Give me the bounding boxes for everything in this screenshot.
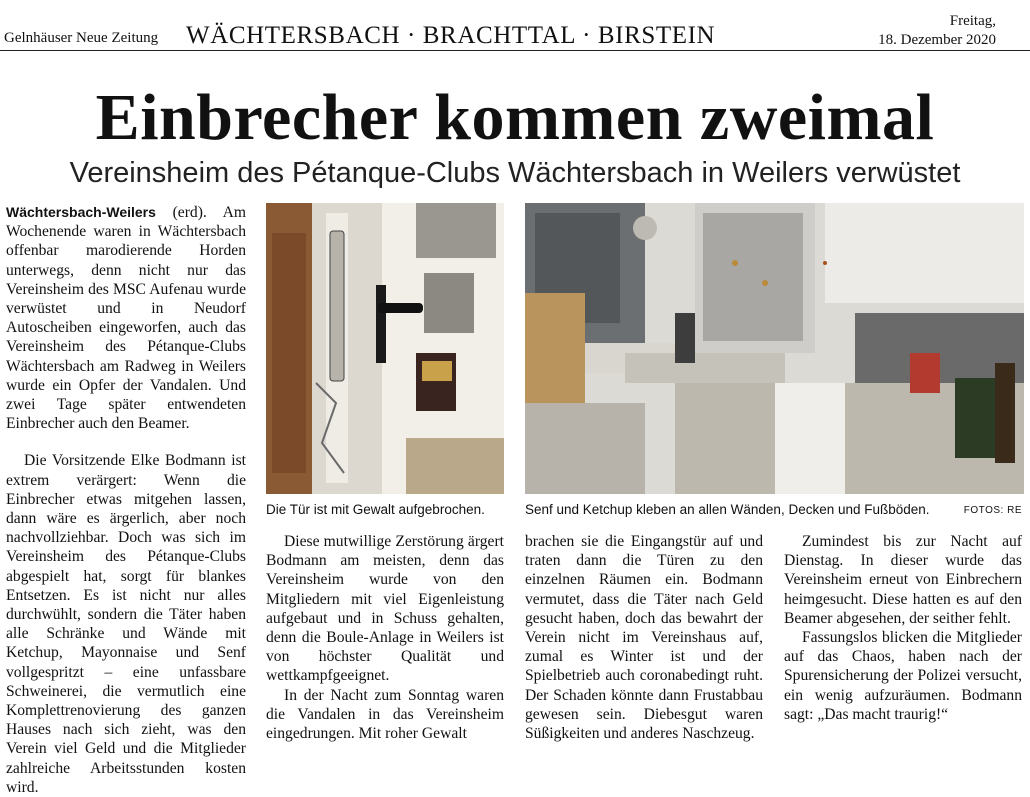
dateline-place: Wächtersbach-Weilers <box>6 204 156 220</box>
kitchen-photo-image <box>525 203 1024 494</box>
section-title: WÄCHTERSBACH · BRACHTTAL · BIRSTEIN <box>186 22 716 49</box>
masthead-rule <box>0 50 1030 51</box>
article-column-3 <box>525 532 763 743</box>
article-paragraph: brachen sie die Eingangstür auf und traten dann die Türen zu den einzelnen Räumen ein. Bodmann vermutet, dass die Täter nach Geld gesucht haben, doch das bewahrt der Verein nicht im Vereinshaus auf, zumal es Winter ist und der Spielbetrieb auch coronabedingt ruht. Der Schaden könnte dann Frustabbau gewesen sein. Diebesgut waren Süßigkeiten und anderes Naschzeug. <box>525 533 763 743</box>
article-paragraph: Diese mutwillige Zerstörung ärgert Bodmann am meisten, denn das Vereinsheim wurde von den Mitgliedern mit viel Eigenleistung aufgebaut und in Schuss gehalten, denn die Boule-Anlage in Weilers ist von höchster Qualität und wettkampfgeeignet. <box>266 533 504 685</box>
article-paragraph: Die Vorsitzende Elke Bodmann ist extrem verärgert: Wenn die Einbrecher etwas mitgehen lassen, dann wäre es ärgerlich, aber noch nachvollziehbar. Doch was sich im Vereinsheim des Pétanque-Clubs abgespielt hat, sorgt für blankes Entsetzen. Es ist nicht nur alles durchwühlt, sondern die Täter haben alle Schränke und Wände mit Ketchup, Mayonnaise und Senf vollgespritzt – eine unfassbare Schweinerei, die vermutlich eine Komplettrenovierung des ganzen Hauses nach sich zieht, was den Verein viel Geld und die Mitglieder zahlreiche Arbeitsstunden kosten wird. <box>6 452 246 796</box>
article-paragraph <box>6 203 246 433</box>
dateline-text: (erd). Am Wochenende waren in Wächtersbach offenbar marodierende Horden unterwegs, denn nicht nur das Vereinsheim des MSC Aufenau wurde verwüstet und in Neudorf Autoscheiben eingeworfen, auch das Vereinsheim des Pétanque-Clubs Wächtersbach am Radweg in Weilers wurde ein Opfer der Vandalen. Und zwei Tage später entwendeten Einbrecher auch den Beamer. <box>6 204 246 433</box>
issue-date-text: 18. Dezember 2020 <box>878 32 996 48</box>
photo-credit: FOTOS: RE <box>963 505 1022 516</box>
kitchen-photo <box>525 203 1024 494</box>
kitchen-photo-caption: Senf und Ketchup kleben an allen Wänden, Decken und Fußböden. <box>525 502 930 517</box>
article-paragraph: Zumindest bis zur Nacht auf Dienstag. In dieser wurde das Vereinsheim erneut von Einbrechern heimgesucht. Diese hatten es auf den Beamer abgesehen, der seither fehlt. <box>784 533 1022 627</box>
article-column-1 <box>6 203 246 797</box>
newspaper-name: Gelnhäuser Neue Zeitung <box>4 30 159 46</box>
article-column-4 <box>784 532 1022 724</box>
headline: Einbrecher kommen zweimal <box>95 81 935 154</box>
subheadline: Vereinsheim des Pétanque-Clubs Wächtersbach in Weilers verwüstet <box>69 157 961 189</box>
article-paragraph: In der Nacht zum Sonntag waren die Vandalen in das Vereinsheim eingedrungen. Mit roher Gewalt <box>266 686 504 743</box>
door-photo <box>266 203 504 494</box>
door-photo-image <box>266 203 504 494</box>
door-photo-caption: Die Tür ist mit Gewalt aufgebrochen. <box>266 502 485 517</box>
article-column-2 <box>266 532 504 743</box>
article-paragraph: Fassungslos blicken die Mitglieder auf das Chaos, haben nach der Spurensicherung der Polizei versucht, ein wenig aufzuräumen. Bodmann sagt: „Das macht traurig!“ <box>784 629 1022 723</box>
issue-weekday: Freitag, <box>949 13 996 29</box>
issue-date <box>878 12 996 50</box>
